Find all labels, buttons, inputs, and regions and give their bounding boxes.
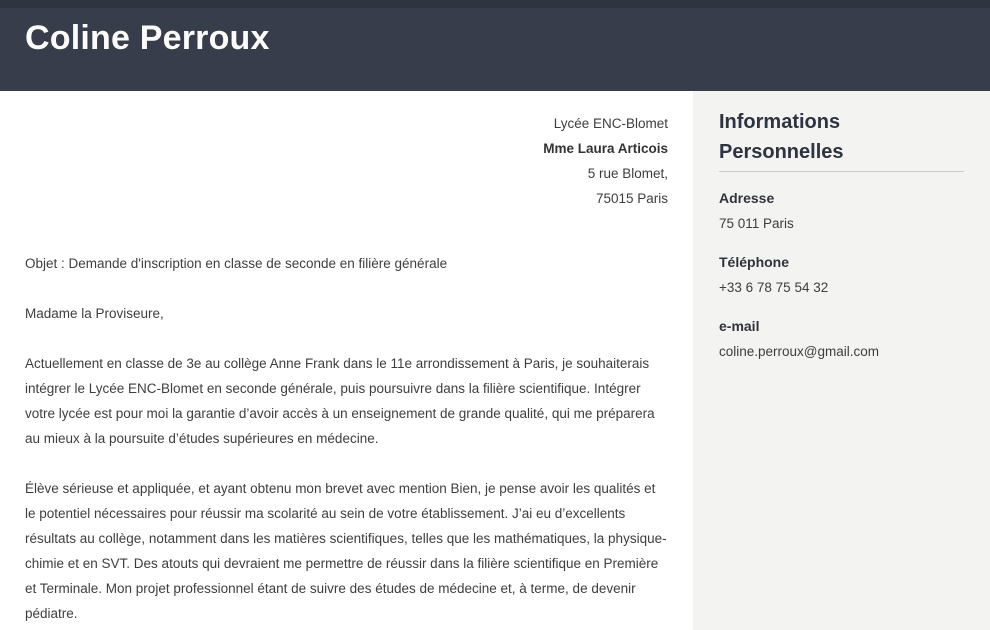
info-label: Téléphone [719,254,790,270]
recipient-block [25,111,668,211]
letter-body [25,251,668,626]
letter-column [0,91,693,630]
info-value: coline.perroux@gmail.com [719,344,880,359]
candidate-name: Coline Perroux [25,19,270,57]
recipient-city: 75015 Paris [595,191,668,206]
header-top-strip [0,0,990,8]
recipient-contact: Mme Laura Articois [543,141,668,156]
letter-paragraph: Élève sérieuse et appliquée, et ayant obtenu mon brevet avec mention Bien, je pense avoir les qualités et le potentiel nécessaires pour réussir ma scolarité au sein de votre établissement. J’ai eu d’excellents résultats au collège, notamment dans les matières scientifiques, telles que les mathématiques, la physique-chimie et en SVT. Des atouts qui devraient me permettre de réussir dans la filière scientifique en Première et Terminale. Mon projet professionnel étant de suivre des études de médecine et, à terme, de devenir pédiatre. [25,481,667,621]
page-header [0,0,990,91]
letter-salutation: Madame la Proviseure, [25,306,164,321]
info-item-address [719,186,964,236]
info-label: Adresse [719,190,775,206]
letter-paragraph: Actuellement en classe de 3e au collège Anne Frank dans le 11e arrondissement à Paris, je souhaiterais intégrer le Lycée ENC-Blomet en seconde générale, puis poursuivre dans la filière scientifique. Intégrer votre lycée est pour moi la garantie d’avoir accès à un enseignement de grande qualité, qui me préparera au mieux à la poursuite d’études supérieures en médecine. [25,356,655,446]
info-item-email [719,314,964,364]
recipient-school: Lycée ENC-Blomet [553,116,668,131]
info-item-phone [719,250,964,300]
content-area [0,91,990,630]
recipient-street: 5 rue Blomet, [587,166,668,181]
letter-subject: Objet : Demande d'inscription en classe de seconde en filière générale [25,256,448,271]
info-label: e-mail [719,318,760,334]
personal-info-sidebar [693,91,990,630]
info-value: +33 6 78 75 54 32 [719,280,829,295]
info-value: 75 011 Paris [719,216,794,231]
sidebar-title: Informations Personnelles [719,107,964,172]
